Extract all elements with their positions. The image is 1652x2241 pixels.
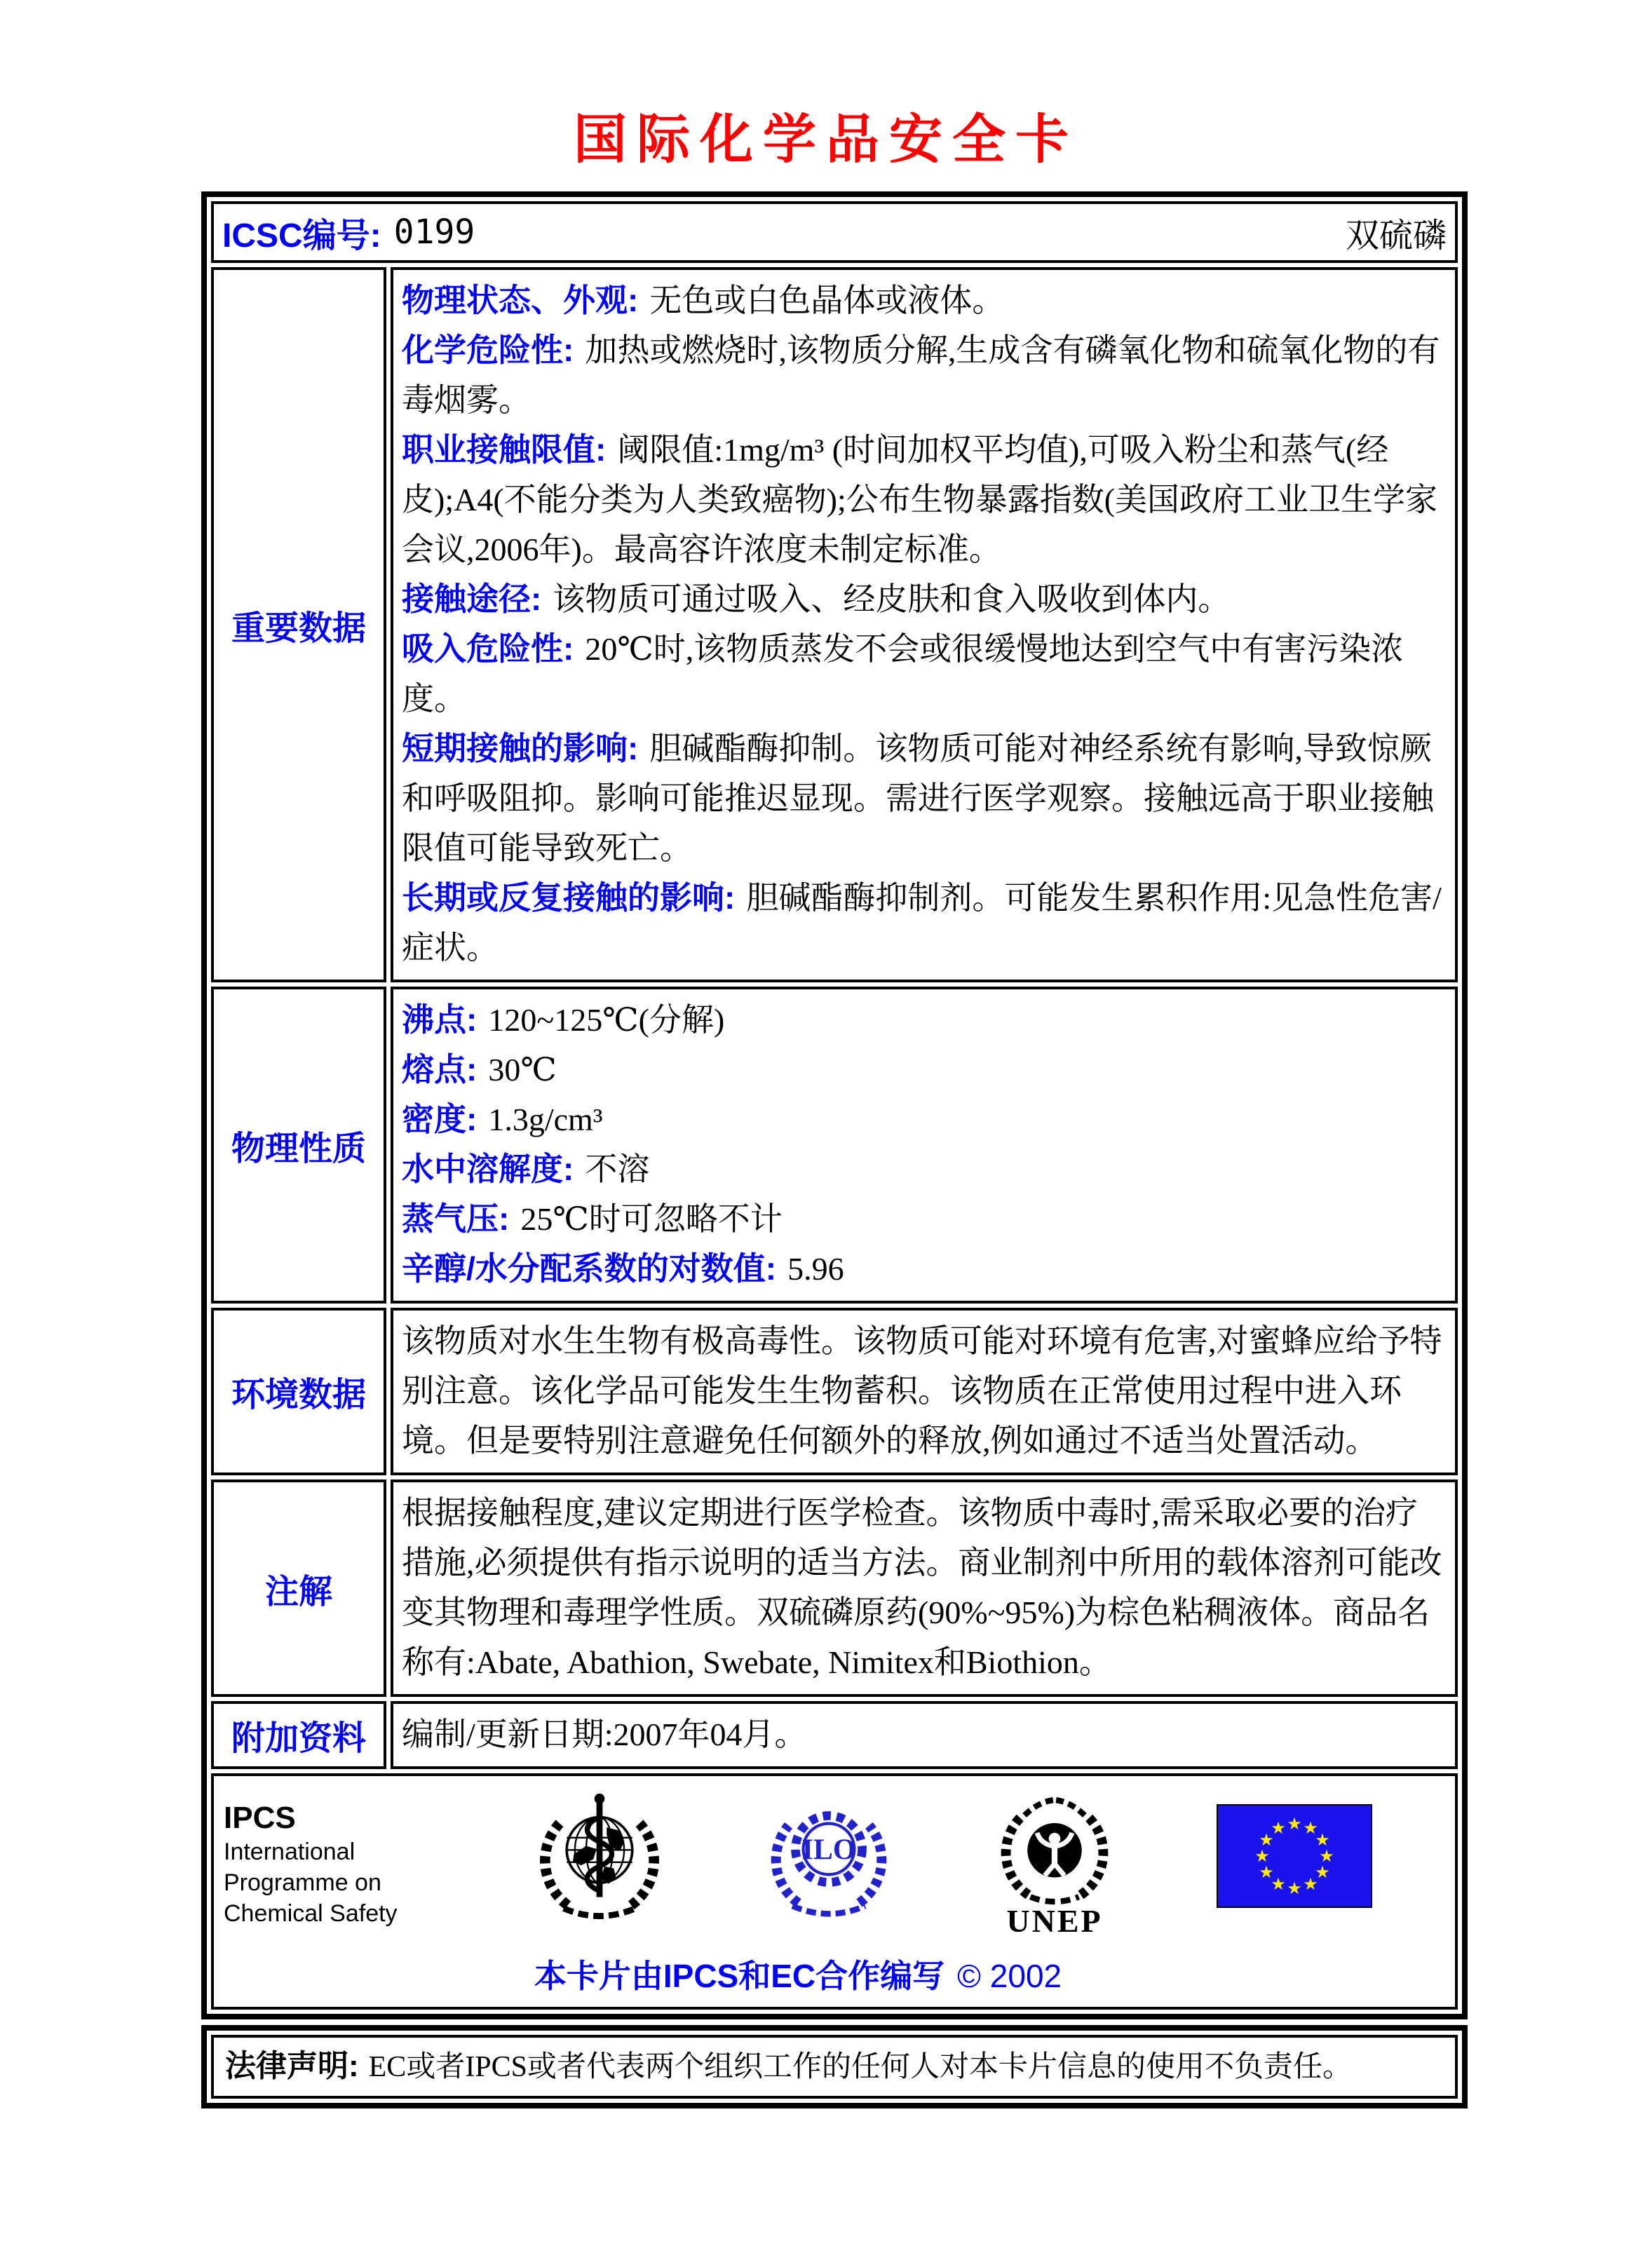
header-row	[211, 201, 1458, 263]
cooperation-caption	[224, 1951, 1372, 1997]
ilo-logo	[765, 1790, 893, 1923]
additional-info-text: 编制/更新日期:2007年04月。	[402, 1717, 807, 1752]
field-label: 物理状态、外观:	[402, 282, 639, 318]
notes-row	[211, 1480, 1458, 1697]
field-value: 该物质可通过吸入、经皮肤和食入吸收到体内。	[553, 581, 1231, 617]
svg-text:★: ★	[1287, 1814, 1302, 1834]
ipcs-line-1: International	[224, 1839, 356, 1865]
field-label: 职业接触限值:	[402, 431, 607, 468]
field-inhalation-risk	[402, 624, 1444, 724]
ipcs-heading: IPCS	[224, 1801, 296, 1835]
field-vapor-pressure	[402, 1194, 1444, 1244]
field-value: 加热或燃烧时,该物质分解,生成含有磷氧化物和硫氧化物的有毒烟雾。	[402, 332, 1440, 418]
section-content-notes	[391, 1480, 1458, 1697]
field-octanol-water-partition	[402, 1244, 1444, 1294]
unep-wordmark: UNEP	[1006, 1903, 1103, 1939]
legal-notice-cell	[211, 2035, 1458, 2099]
svg-text:★: ★	[1319, 1846, 1334, 1866]
logos-cell	[211, 1773, 1458, 2010]
field-label: 水中溶解度:	[402, 1151, 574, 1187]
field-value: 30℃	[488, 1052, 557, 1088]
field-density	[402, 1095, 1444, 1144]
cooperation-caption-text: 本卡片由IPCS和EC合作编写	[534, 1958, 945, 1994]
field-value: 25℃时可忽略不计	[520, 1201, 783, 1237]
page-title: 国际化学品安全卡	[574, 110, 1078, 170]
svg-text:★: ★	[1315, 1830, 1330, 1850]
environmental-data-text: 该物质对水生生物有极高毒性。该物质可能对环境有危害,对蜜蜂应给予特别注意。该化学品可能发生生物蓄积。该物质在正常使用过程中进入环境。但是要特别注意避免任何额外的释放,例如通过不适当处置活动。	[402, 1323, 1442, 1458]
field-long-term-effects	[402, 873, 1444, 973]
svg-text:★: ★	[1259, 1830, 1274, 1850]
svg-text:★: ★	[1254, 1846, 1270, 1866]
ipcs-line-2: Programme on	[224, 1869, 381, 1896]
field-occupational-exposure-limit	[402, 425, 1444, 574]
field-label: 蒸气压:	[402, 1200, 510, 1237]
field-label: 熔点:	[402, 1051, 478, 1088]
section-label-physical-properties: 物理性质	[211, 987, 386, 1304]
field-label: 辛醇/水分配系数的对数值:	[402, 1250, 777, 1287]
svg-text:★: ★	[1271, 1818, 1286, 1838]
field-label: 密度:	[402, 1101, 478, 1137]
field-value: 胆碱酯酶抑制剂。可能发生累积作用:见急性危害/症状。	[402, 880, 1442, 966]
eu-flag-wrap	[1217, 1804, 1372, 1911]
field-value: 120~125℃(分解)	[488, 1002, 725, 1038]
icsc-number-label: ICSC编号:	[222, 217, 381, 255]
field-label: 沸点:	[402, 1001, 478, 1038]
section-label-important-data: 重要数据	[211, 267, 386, 982]
additional-info-row	[211, 1701, 1458, 1769]
section-content-important-data	[391, 267, 1458, 982]
legal-notice-label: 法律声明:	[225, 2049, 359, 2083]
field-label: 短期接触的影响:	[402, 730, 639, 766]
field-melting-point	[402, 1045, 1444, 1095]
field-exposure-routes	[402, 574, 1444, 624]
field-label: 长期或反复接触的影响:	[402, 879, 736, 916]
field-value: 阈限值:1mg/m³ (时间加权平均值),可吸入粉尘和蒸气(经皮);A4(不能分类为人类致癌物);公布生物暴露指数(美国政府工业卫生学家会议,2006年)。最高容许浓度未制定标准。	[402, 432, 1438, 567]
field-value: 5.96	[787, 1251, 844, 1287]
field-water-solubility	[402, 1144, 1444, 1194]
field-label: 化学危险性:	[402, 332, 574, 368]
field-boiling-point	[402, 995, 1444, 1045]
field-label: 吸入危险性:	[402, 630, 574, 667]
field-value: 无色或白色晶体或液体。	[649, 283, 1005, 318]
ipcs-line-3: Chemical Safety	[224, 1900, 398, 1927]
legal-notice-row	[211, 2035, 1458, 2099]
svg-text:★: ★	[1303, 1874, 1318, 1894]
field-value: 1.3g/cm³	[488, 1102, 603, 1137]
logos-row	[211, 1773, 1458, 2010]
legal-notice-text: EC或者IPCS或者代表两个组织工作的任何人对本卡片信息的使用不负责任。	[368, 2051, 1353, 2083]
physical-properties-row	[211, 987, 1458, 1304]
field-value: 胆碱酯酶抑制。该物质可能对神经系统有影响,导致惊厥和呼吸阻抑。影响可能推迟显现。需进行医学观察。接触远高于职业接触限值可能导致死亡。	[402, 731, 1434, 866]
icsc-number-group	[222, 208, 475, 257]
icsc-card-table	[201, 191, 1468, 2019]
environmental-data-row	[211, 1308, 1458, 1475]
chemical-name: 双硫磷	[1345, 217, 1447, 255]
icsc-number-value: 0199	[393, 212, 475, 252]
ipcs-text-block	[224, 1800, 434, 1929]
field-value: 不溶	[585, 1151, 650, 1187]
unep-logo-block	[991, 1790, 1118, 1939]
notes-text: 根据接触程度,建议定期进行医学检查。该物质中毒时,需采取必要的治疗措施,必须提供有指示说明的适当方法。商业制剂中所用的载体溶剂可能改变其物理和毒理学性质。双硫磷原药(90%~95%)为棕色粘稠液体。商品名称有:Abate, Abathion, Swebate, Nimitex和Biothion。	[402, 1495, 1442, 1680]
svg-text:★: ★	[1315, 1862, 1330, 1882]
eu-flag	[1217, 1804, 1372, 1908]
ilo-monogram: ILO	[801, 1834, 856, 1867]
svg-text:★: ★	[1259, 1862, 1274, 1882]
section-label-additional-info: 附加资料	[211, 1701, 386, 1769]
unep-logo	[991, 1790, 1118, 1907]
field-value: 20℃时,该物质蒸发不会或很缓慢地达到空气中有害污染浓度。	[402, 631, 1404, 717]
copyright-year: © 2002	[957, 1958, 1062, 1994]
section-label-environmental-data: 环境数据	[211, 1308, 386, 1475]
svg-text:★: ★	[1287, 1878, 1302, 1898]
field-chemical-danger	[402, 325, 1444, 425]
section-content-environmental-data	[391, 1308, 1458, 1475]
header-cell	[211, 201, 1458, 263]
important-data-row	[211, 267, 1458, 982]
field-physical-state	[402, 276, 1444, 325]
field-label: 接触途径:	[402, 581, 542, 617]
section-label-notes: 注解	[211, 1480, 386, 1697]
svg-text:★: ★	[1303, 1818, 1318, 1838]
section-content-physical-properties	[391, 987, 1458, 1304]
legal-notice-table	[201, 2025, 1468, 2108]
field-short-term-effects	[402, 724, 1444, 873]
who-logo	[533, 1790, 666, 1926]
section-content-additional-info	[391, 1701, 1458, 1769]
svg-text:★: ★	[1271, 1874, 1286, 1894]
